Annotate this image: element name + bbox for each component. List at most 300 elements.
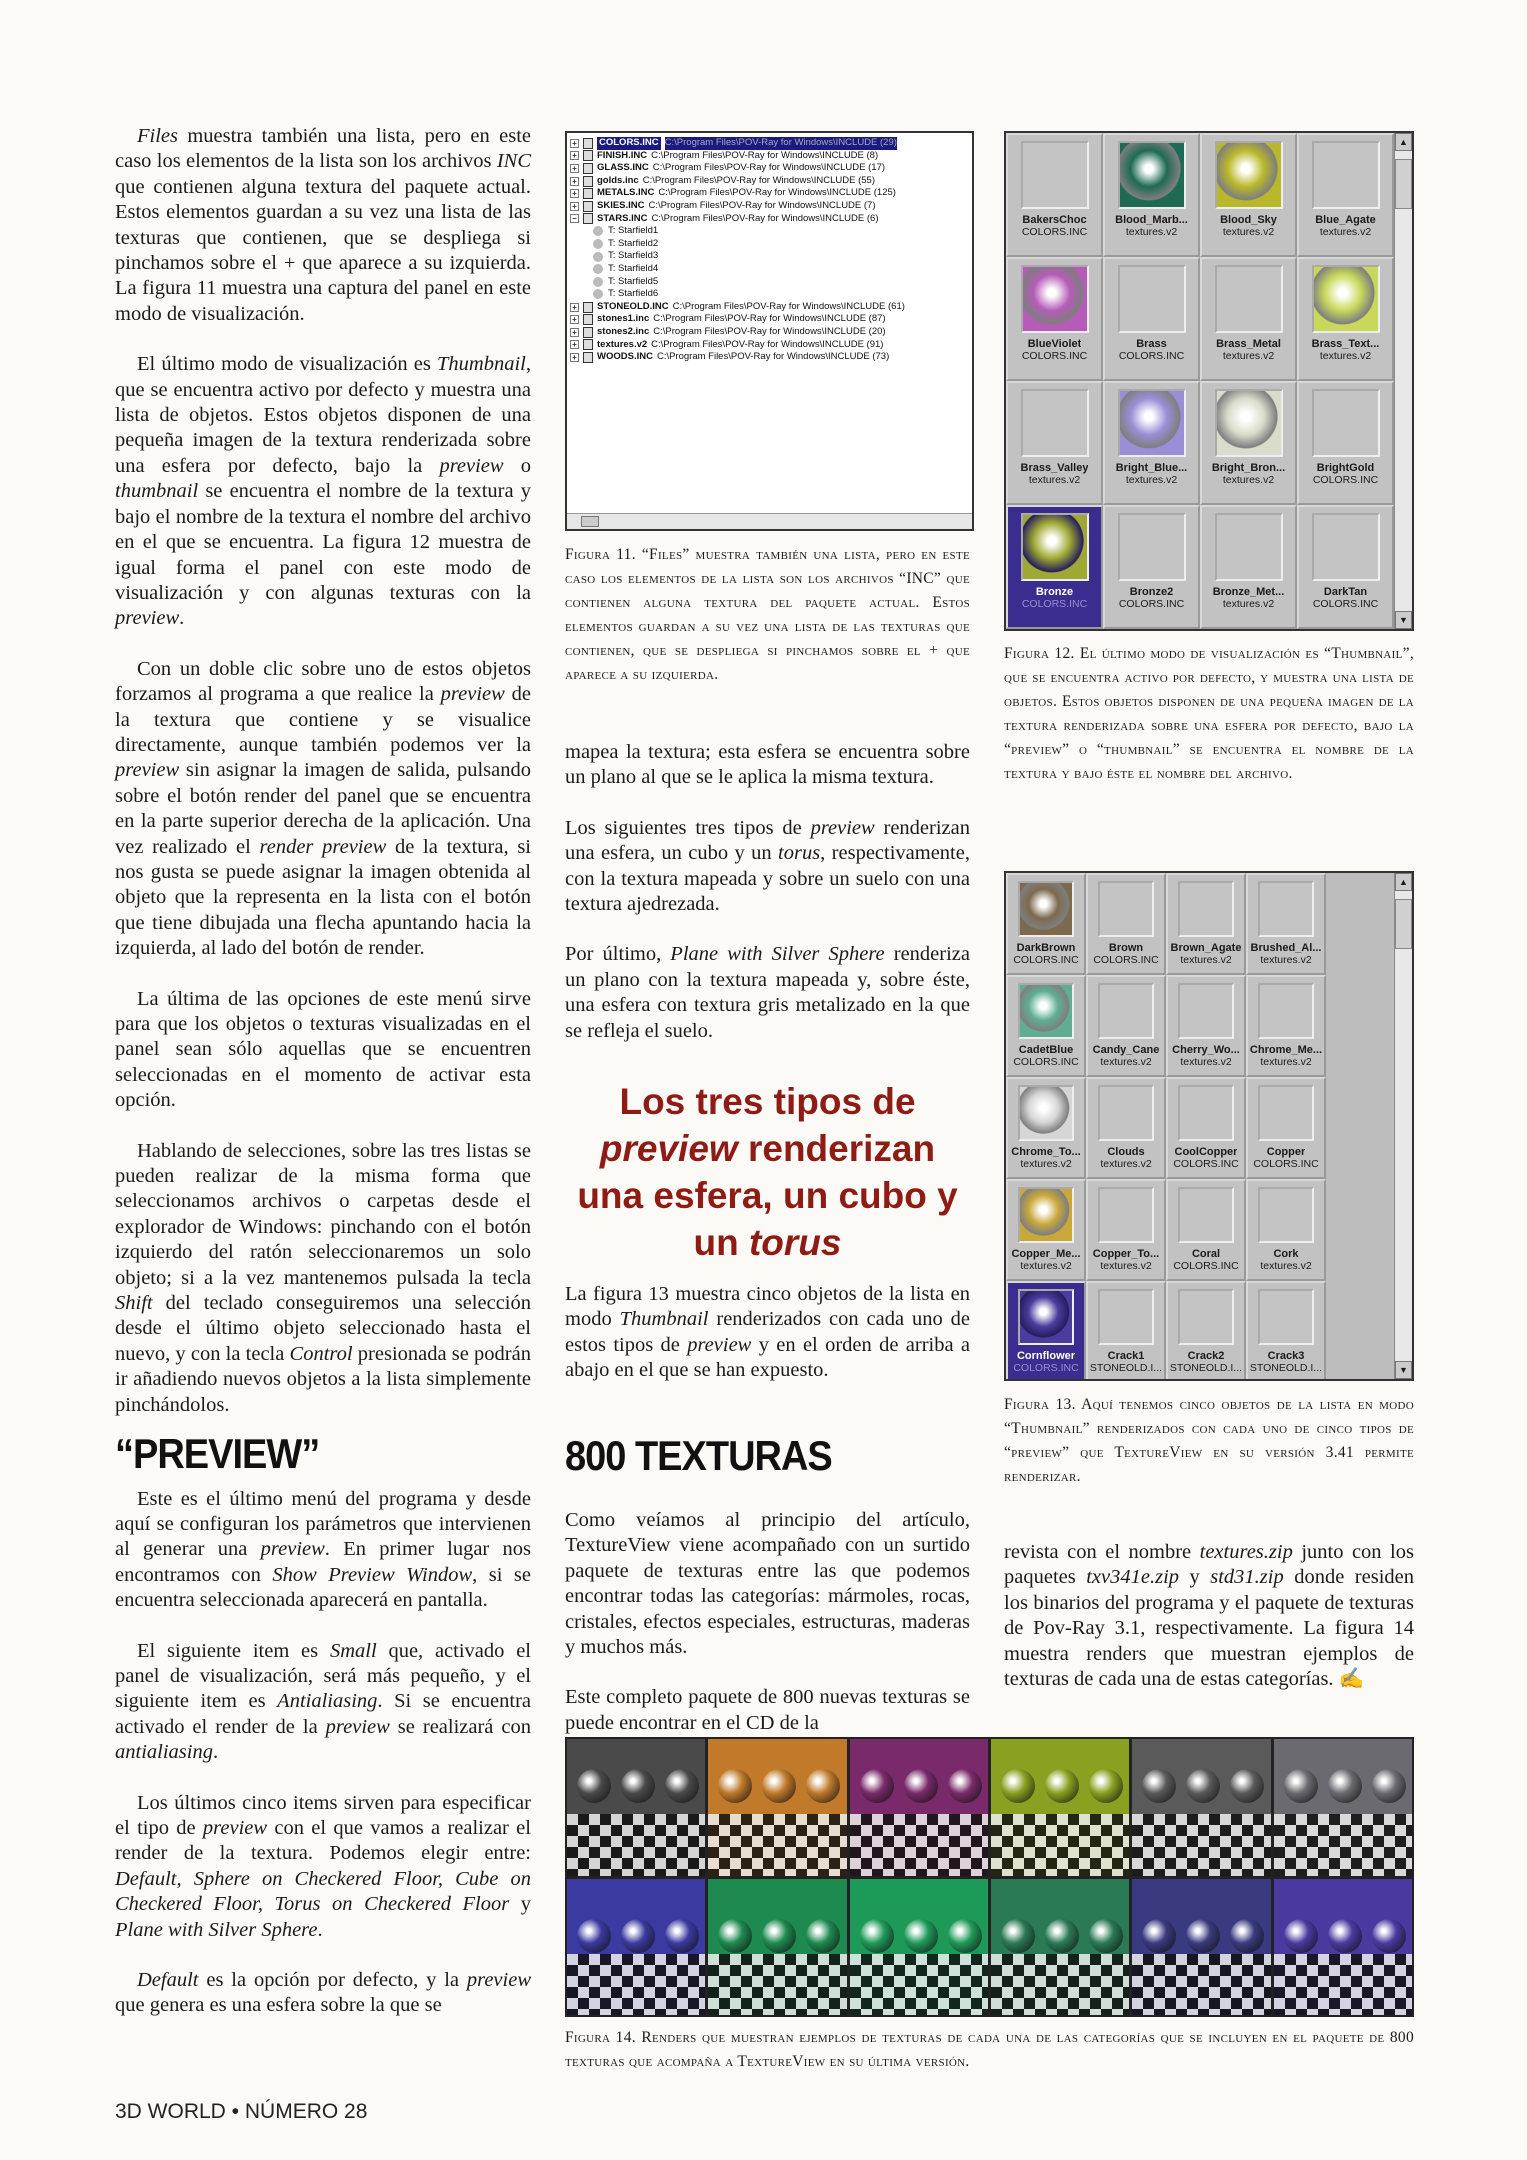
text-run: Como veíamos al principio del artículo, TextureView viene acompañado con un surtido paquete de texturas entre las que podemos encontrar todas las categorías: mármoles, rocas, cristales, efectos especiales, estructuras, maderas y muchos más.: [565, 1509, 970, 1659]
text-run: Por último,: [565, 943, 671, 966]
emphasis-run: Control: [289, 1342, 353, 1365]
emphasis-run: render preview: [259, 835, 387, 858]
file-name: STARS.INC: [597, 212, 648, 224]
texture-render: [1274, 1739, 1412, 1876]
expand-icon[interactable]: +: [570, 328, 579, 337]
file-icon: [583, 327, 593, 338]
thumbnail-item[interactable]: [1246, 975, 1326, 1077]
text-run: renderizan una esfera, un cubo y un: [577, 1128, 958, 1263]
thumbnail-item[interactable]: [1246, 1179, 1326, 1281]
paragraph: [115, 657, 531, 962]
texture-file: textures.v2: [1319, 226, 1372, 238]
tree-child-item[interactable]: [567, 225, 972, 238]
texture-file: textures.v2: [1260, 1260, 1312, 1272]
thumbnail-item[interactable]: [1166, 873, 1246, 975]
emphasis-run: Thumbnail: [437, 353, 526, 376]
thumbnail-item[interactable]: [1200, 505, 1297, 629]
tree-file-item[interactable]: [567, 313, 972, 326]
texture-name: BakersChoc: [1022, 214, 1087, 226]
texture-file: textures.v2: [1100, 1260, 1152, 1272]
left-paragraphs-a: [115, 124, 531, 1418]
thumbnail-item[interactable]: [1297, 133, 1394, 257]
thumbnail-item[interactable]: [1297, 505, 1394, 629]
tree-child-item[interactable]: [567, 250, 972, 263]
render-object: [806, 1769, 840, 1803]
file-path: C:\Program Files\POV-Ray for Windows\INCLUDE (17): [652, 162, 886, 174]
thumbnail-image: [1258, 881, 1314, 937]
thumbnail-image: [1118, 389, 1186, 457]
texture-file: textures.v2: [1222, 474, 1275, 486]
scroll-thumb[interactable]: [581, 516, 599, 527]
thumbnail-item[interactable]: [1006, 133, 1103, 257]
tree-file-item[interactable]: [567, 213, 972, 226]
texture-render: [991, 1739, 1129, 1876]
render-object: [665, 1919, 699, 1953]
emphasis-run: Shift: [115, 1292, 153, 1315]
file-name: STONEOLD.INC: [597, 300, 669, 312]
emphasis-run: preview: [440, 683, 505, 706]
texture-file: COLORS.INC: [1021, 350, 1088, 362]
texture-file: COLORS.INC: [1253, 1158, 1319, 1170]
emphasis-run: torus: [778, 842, 821, 865]
file-name: METALS.INC: [597, 187, 655, 199]
texture-file: COLORS.INC: [1013, 1056, 1079, 1068]
texture-file: COLORS.INC: [1173, 1158, 1239, 1170]
texture-name: Brass: [1136, 338, 1167, 350]
expand-icon[interactable]: +: [570, 139, 579, 148]
render-object: [762, 1769, 796, 1803]
render-object: [1372, 1769, 1406, 1803]
file-path: C:\Program Files\POV-Ray for Windows\INCLUDE (73): [656, 351, 890, 363]
texture-name: Brass_Valley: [1020, 462, 1089, 474]
texture-file: textures.v2: [1222, 226, 1275, 238]
expand-icon[interactable]: +: [570, 353, 579, 362]
middle-column-c: [565, 1508, 970, 1761]
expand-icon[interactable]: +: [570, 177, 579, 186]
texture-file: COLORS.INC: [1021, 598, 1088, 610]
thumbnail-item[interactable]: [1006, 505, 1103, 629]
expand-icon[interactable]: +: [570, 151, 579, 160]
thumbnail-item[interactable]: [1006, 1281, 1086, 1381]
texture-icon: [593, 226, 603, 236]
texture-name: Bronze_Met...: [1212, 586, 1285, 598]
scroll-down-arrow[interactable]: ▼: [1395, 1361, 1412, 1379]
text-run: donde residen los binarios del programa y el paquete de texturas de Pov-Ray 3.1, respectivamente. La figura 14 muestra renders que muestran ejemplos de texturas de cada una de estas categorías. ✍: [1004, 1566, 1415, 1691]
emphasis-run: preview: [810, 816, 875, 839]
right-column: [1004, 1540, 1414, 1717]
texture-name: Crack1: [1107, 1350, 1145, 1362]
texture-render: [708, 1879, 846, 2016]
thumbnail-image: [1258, 1289, 1314, 1345]
text-run: se encuentra el nombre de la textura y bajo el nombre de la textura el nombre del archivo en el que se encuentra. La figura 12 muestra de igual forma el panel con este modo de visualización y con algunas texturas con la: [115, 480, 531, 604]
texture-render: [991, 1879, 1129, 2016]
thumbnail-item[interactable]: [1200, 257, 1297, 381]
emphasis-run: INC: [496, 150, 531, 173]
expand-icon[interactable]: +: [570, 303, 579, 312]
text-run: Con un doble clic sobre uno de estos objetos forzamos al programa a que realice la: [115, 657, 531, 706]
figure-14-caption: Figura 14. Renders que muestran ejemplos de texturas de cada una de las categorías que se incluyen en el paquete de 800 texturas que acompaña a TextureView en su última versión.: [565, 2029, 1414, 2070]
texture-icon: [593, 252, 603, 262]
texture-name: Blood_Sky: [1220, 214, 1277, 226]
thumbnail-item[interactable]: [1166, 975, 1246, 1077]
checkered-floor: [991, 1814, 1129, 1875]
text-run: El siguiente item es: [137, 1639, 330, 1662]
texture-name: Bronze: [1035, 586, 1074, 598]
render-object: [577, 1919, 611, 1953]
thumbnail-image: [1021, 389, 1089, 457]
texture-render: [1274, 1879, 1412, 2016]
text-run: es la opción por defecto, y la: [198, 1969, 467, 1991]
text-run: que genera es una esfera sobre la que se: [115, 1994, 442, 2017]
text-run: Los siguientes tres tipos de: [565, 816, 811, 839]
file-path: C:\Program Files\POV-Ray for Windows\INCLUDE (29): [664, 137, 897, 148]
emphasis-run: antialiasing: [115, 1741, 213, 1764]
render-object: [1089, 1919, 1123, 1953]
emphasis-run: preview: [466, 1969, 531, 1991]
texture-name: BlueViolet: [1027, 338, 1082, 350]
paragraph: [115, 1639, 531, 1766]
texture-name: Chrome_To...: [1011, 1146, 1081, 1158]
scroll-up-arrow[interactable]: ▲: [1395, 133, 1412, 151]
expand-icon[interactable]: +: [570, 315, 579, 324]
thumbnail-item[interactable]: [1006, 381, 1103, 505]
file-name: GLASS.INC: [597, 162, 649, 174]
paragraph: [565, 942, 970, 1044]
render-object: [718, 1919, 752, 1953]
emphasis-run: Thumbnail: [619, 1308, 709, 1331]
figure-12-caption: Figura 12. El último modo de visualización es “Thumbnail”, que se encuentra activo por defecto, y muestra una lista de objetos. Estos objetos disponen de una pequeña imagen de la textura renderizada sobre una esfera por defecto, bajo la “preview” o “thumbnail” se encuentra el nombre de la textura y bajo éste el nombre del archivo.: [1004, 645, 1414, 782]
render-object: [1230, 1769, 1264, 1803]
text-run: y: [1179, 1566, 1211, 1589]
thumbnail-item[interactable]: [1103, 381, 1200, 505]
thumbnail-image: [1098, 1085, 1154, 1141]
render-object: [621, 1769, 655, 1803]
texture-file: COLORS.INC: [1118, 350, 1185, 362]
thumbnail-image: [1098, 983, 1154, 1039]
text-run: junto con los paquetes: [1004, 1541, 1414, 1589]
thumbnail-image: [1215, 141, 1283, 209]
emphasis-run: preview: [687, 1333, 752, 1356]
render-object: [1230, 1919, 1264, 1953]
file-name: COLORS.INC: [599, 137, 659, 148]
texture-name: Blue_Agate: [1315, 214, 1376, 226]
texture-name: T: Starfield6: [608, 288, 659, 300]
emphasis-run: torus: [748, 1222, 842, 1263]
file-icon: [583, 213, 593, 224]
checkered-floor: [567, 1814, 705, 1875]
thumbnail-image: [1178, 1085, 1234, 1141]
thumbnail-item[interactable]: [1006, 1077, 1086, 1179]
figure-13-thumbnail-panel: [1004, 871, 1414, 1381]
text-run: renderiza un plano con la textura mapeada y, sobre éste, una esfera con textura gris metalizado en la que se refleja el suelo.: [565, 943, 970, 1042]
thumbnail-item[interactable]: [1006, 1179, 1086, 1281]
text-run: renderizados con cada uno de estos tipos de: [565, 1308, 970, 1356]
texture-name: Copper: [1266, 1146, 1306, 1158]
render-object: [1001, 1769, 1035, 1803]
thumbnail-item[interactable]: [1086, 975, 1166, 1077]
texture-file: COLORS.INC: [1013, 954, 1079, 966]
thumbnail-image: [1258, 1085, 1314, 1141]
texture-file: textures.v2: [1100, 1056, 1152, 1068]
figure-13-caption: Figura 13. Aquí tenemos cinco objetos de la lista en modo “Thumbnail” renderizados con cada uno de cinco tipos de “preview” que TextureView en su versión 3.41 permite renderizar.: [1004, 1396, 1414, 1485]
thumbnail-item[interactable]: [1103, 505, 1200, 629]
tree-child-item[interactable]: [567, 263, 972, 276]
texture-render: [708, 1739, 846, 1876]
thumbnail-item[interactable]: [1200, 381, 1297, 505]
texture-file: textures.v2: [1319, 350, 1372, 362]
texture-name: Brass_Metal: [1216, 338, 1281, 350]
texture-name: Brown_Agate: [1170, 942, 1242, 954]
texture-name: Bronze2: [1129, 586, 1174, 598]
checkered-floor: [708, 1814, 846, 1875]
texture-file: textures.v2: [1180, 1056, 1232, 1068]
file-path: C:\Program Files\POV-Ray for Windows\INCLUDE (61): [672, 300, 905, 312]
pull-quote: [565, 1078, 970, 1266]
thumbnail-item[interactable]: [1166, 1281, 1246, 1381]
file-icon: [583, 188, 593, 199]
text-run: Este es el último menú del programa y desde aquí se configuran los parámetros que intervienen al generar una: [115, 1487, 531, 1561]
file-icon: [583, 339, 593, 350]
text-run: La figura 13 muestra cinco objetos de la lista en modo: [565, 1283, 970, 1331]
render-object: [1186, 1919, 1220, 1953]
thumbnail-image: [1178, 1289, 1234, 1345]
file-name: textures.v2: [597, 338, 648, 350]
left-column: [115, 124, 531, 2044]
texture-name: Coral: [1191, 1248, 1221, 1260]
tree-file-item[interactable]: [567, 339, 972, 352]
file-name: stones1.inc: [597, 313, 650, 325]
render-object: [860, 1769, 894, 1803]
tree-file-item[interactable]: [567, 162, 972, 175]
scroll-thumb[interactable]: [1395, 159, 1412, 209]
render-object: [665, 1769, 699, 1803]
file-icon: [583, 176, 593, 187]
expand-icon[interactable]: +: [570, 189, 579, 198]
file-icon: [583, 314, 593, 325]
thumbnail-item[interactable]: [1246, 1077, 1326, 1179]
text-run: muestra también una lista, pero en este caso los elementos de la lista son los archivos: [115, 125, 531, 173]
file-path: C:\Program Files\POV-Ray for Windows\INCLUDE (6): [651, 212, 879, 224]
thumbnail-image: [1098, 881, 1154, 937]
render-object: [1186, 1769, 1220, 1803]
thumbnail-item[interactable]: [1166, 1179, 1246, 1281]
checkered-floor: [1274, 1954, 1412, 2015]
paragraph: [565, 1508, 970, 1660]
render-object: [860, 1919, 894, 1953]
emphasis-run: Show Preview Window: [272, 1563, 473, 1586]
scroll-up-arrow[interactable]: ▲: [1395, 873, 1412, 891]
texture-file: STONEOLD.I...: [1169, 1362, 1243, 1374]
thumbnail-item[interactable]: [1006, 873, 1086, 975]
thumbnail-image: [1098, 1187, 1154, 1243]
text-run: y: [509, 1893, 531, 1916]
emphasis-run: Default: [137, 1969, 199, 1991]
texture-name: Chrome_Me...: [1249, 1044, 1323, 1056]
tree-child-item[interactable]: [567, 288, 972, 301]
file-icon: [583, 352, 593, 363]
thumbnail-item[interactable]: [1297, 257, 1394, 381]
texture-name: DarkBrown: [1016, 942, 1076, 954]
horizontal-scrollbar[interactable]: [567, 513, 972, 529]
file-path: C:\Program Files\POV-Ray for Windows\INCLUDE (125): [658, 187, 896, 199]
render-object: [948, 1919, 982, 1953]
tree-child-item[interactable]: [567, 238, 972, 251]
middle-column-a: [565, 740, 970, 1069]
text-run: Este completo paquete de 800 nuevas texturas se puede encontrar en el CD de la: [565, 1686, 970, 1734]
thumbnail-item[interactable]: [1166, 1077, 1246, 1179]
page-footer: 3D WORLD • NÚMERO 28: [115, 2100, 368, 2123]
texture-name: Bright_Blue...: [1115, 462, 1188, 474]
texture-name: Candy_Cane: [1092, 1044, 1160, 1056]
render-object: [1142, 1769, 1176, 1803]
file-icon: [583, 201, 593, 212]
thumbnail-image: [1312, 265, 1380, 333]
text-run: mapea la textura; esta esfera se encuentra sobre un plano al que se le aplica la misma textura.: [565, 741, 970, 789]
texture-file: COLORS.INC: [1093, 954, 1159, 966]
paragraph: [565, 816, 970, 918]
vertical-scrollbar[interactable]: [1394, 873, 1412, 1379]
texture-icon: [593, 289, 603, 299]
texture-name: T: Starfield3: [608, 250, 659, 262]
scroll-thumb[interactable]: [1395, 899, 1412, 949]
emphasis-run: txv341e.zip: [1086, 1566, 1180, 1589]
thumbnail-item[interactable]: [1200, 133, 1297, 257]
file-path: C:\Program Files\POV-Ray for Windows\INCLUDE (20): [653, 325, 886, 337]
thumbnail-item[interactable]: [1006, 975, 1086, 1077]
text-run: Los últimos cinco items sirven para especificar el tipo de: [115, 1791, 531, 1839]
tree-file-item[interactable]: [567, 301, 972, 314]
texture-name: CoolCopper: [1174, 1146, 1238, 1158]
texture-name: BrightGold: [1316, 462, 1375, 474]
texture-name: CadetBlue: [1018, 1044, 1074, 1056]
file-path: C:\Program Files\POV-Ray for Windows\INCLUDE (8): [651, 149, 879, 161]
thumbnail-image: [1215, 513, 1283, 581]
collapse-icon[interactable]: −: [570, 214, 579, 223]
text-run: , que se encuentra activo por defecto y muestra una lista de objetos. Estos objetos disponen de una pequeña imagen de la textura renderizada sobre una esfera por defecto, bajo la: [115, 353, 531, 477]
texture-file: textures.v2: [1020, 1260, 1072, 1272]
thumbnail-image: [1178, 983, 1234, 1039]
tree-file-item[interactable]: [567, 200, 972, 213]
text-run: .: [179, 607, 185, 630]
texture-file: COLORS.INC: [1173, 1260, 1239, 1272]
file-name: FINISH.INC: [597, 149, 648, 161]
figure-11-file-tree: [565, 131, 974, 531]
thumbnail-image: [1178, 1187, 1234, 1243]
left-paragraphs-b: [115, 1487, 531, 2019]
text-run: sin asignar la imagen de salida, pulsando sobre el botón render del panel que se encuentra en la parte superior derecha de la aplicación. Una vez realizado el: [115, 759, 531, 858]
thumbnail-image: [1258, 1187, 1314, 1243]
thumbnail-item[interactable]: [1246, 1281, 1326, 1381]
thumbnail-image: [1021, 265, 1089, 333]
render-object: [1372, 1919, 1406, 1953]
text-run: de la textura que contiene y se visualice directamente, aunque también podemos ver la: [115, 683, 531, 756]
emphasis-run: preview: [599, 1128, 738, 1169]
texture-render: [567, 1739, 705, 1876]
thumbnail-item[interactable]: [1086, 873, 1166, 975]
thumbnail-item[interactable]: [1246, 873, 1326, 975]
texture-file: STONEOLD.I...: [1089, 1362, 1163, 1374]
thumbnail-item[interactable]: [1297, 381, 1394, 505]
text-run: del teclado conseguiremos una selección desde el último objeto seleccionado hasta el nuevo, y con la tecla: [115, 1292, 531, 1365]
tree-file-item[interactable]: [567, 187, 972, 200]
emphasis-run: Plane with Silver Sphere: [670, 943, 885, 966]
paragraph: [565, 740, 970, 791]
emphasis-run: Antialiasing: [277, 1690, 378, 1713]
texture-name: Brown: [1108, 942, 1144, 954]
text-run: o: [503, 454, 532, 477]
render-object: [577, 1769, 611, 1803]
text-run: , respectivamente, con la textura mapeada y sobre un suelo con una textura ajedrezada.: [565, 842, 970, 916]
render-object: [904, 1769, 938, 1803]
scroll-down-arrow[interactable]: ▼: [1395, 611, 1412, 629]
texture-name: T: Starfield4: [608, 262, 659, 274]
section-heading-800-texturas: 800 TEXTURAS: [565, 1433, 832, 1481]
paragraph: [115, 124, 531, 327]
thumbnail-image: [1021, 513, 1089, 581]
paragraph: [565, 1685, 970, 1736]
tree-file-item[interactable]: [567, 351, 972, 364]
expand-icon[interactable]: +: [570, 164, 579, 173]
vertical-scrollbar[interactable]: [1394, 133, 1412, 629]
thumbnail-item[interactable]: [1103, 133, 1200, 257]
texture-file: COLORS.INC: [1021, 226, 1088, 238]
tree-file-item[interactable]: [567, 150, 972, 163]
texture-file: STONEOLD.I...: [1249, 1362, 1323, 1374]
texture-file: COLORS.INC: [1118, 598, 1185, 610]
emphasis-run: preview: [202, 1816, 268, 1839]
checkered-floor: [567, 1954, 705, 2015]
texture-render: [1132, 1879, 1270, 2016]
expand-icon[interactable]: +: [570, 202, 579, 211]
texture-render: [567, 1879, 705, 2016]
texture-name: Brass_Text...: [1311, 338, 1380, 350]
texture-file: textures.v2: [1180, 954, 1232, 966]
file-name: SKIES.INC: [597, 199, 645, 211]
texture-name: Brushed_Al...: [1250, 942, 1322, 954]
texture-file: textures.v2: [1260, 954, 1312, 966]
thumbnail-image: [1021, 141, 1089, 209]
checkered-floor: [708, 1954, 846, 2015]
emphasis-run: preview: [439, 454, 504, 477]
texture-file: textures.v2: [1100, 1158, 1152, 1170]
tree-file-item[interactable]: [567, 175, 972, 188]
render-object: [1089, 1769, 1123, 1803]
thumbnail-item[interactable]: [1086, 1281, 1166, 1381]
thumbnail-item[interactable]: [1006, 257, 1103, 381]
expand-icon[interactable]: +: [570, 340, 579, 349]
thumbnail-image: [1312, 389, 1380, 457]
texture-name: Copper_Me...: [1011, 1248, 1081, 1260]
thumbnail-item[interactable]: [1086, 1077, 1166, 1179]
texture-name: Bright_Bron...: [1211, 462, 1286, 474]
thumbnail-image: [1312, 513, 1380, 581]
text-run: .: [212, 1741, 219, 1764]
checkered-floor: [1274, 1814, 1412, 1875]
texture-render: [850, 1739, 988, 1876]
checkered-floor: [850, 1814, 988, 1875]
tree-file-item[interactable]: [567, 326, 972, 339]
thumbnail-item[interactable]: [1103, 257, 1200, 381]
text-run: renderizan una esfera, un cubo y un: [565, 816, 970, 865]
tree-file-item[interactable]: [567, 137, 972, 150]
file-path: C:\Program Files\POV-Ray for Windows\INCLUDE (91): [651, 338, 884, 350]
texture-file: textures.v2: [1222, 350, 1275, 362]
tree-child-item[interactable]: [567, 276, 972, 289]
file-name: golds.inc: [597, 174, 639, 186]
thumbnail-item[interactable]: [1086, 1179, 1166, 1281]
thumbnail-image: [1312, 141, 1380, 209]
texture-name: Cornflower: [1016, 1350, 1076, 1362]
